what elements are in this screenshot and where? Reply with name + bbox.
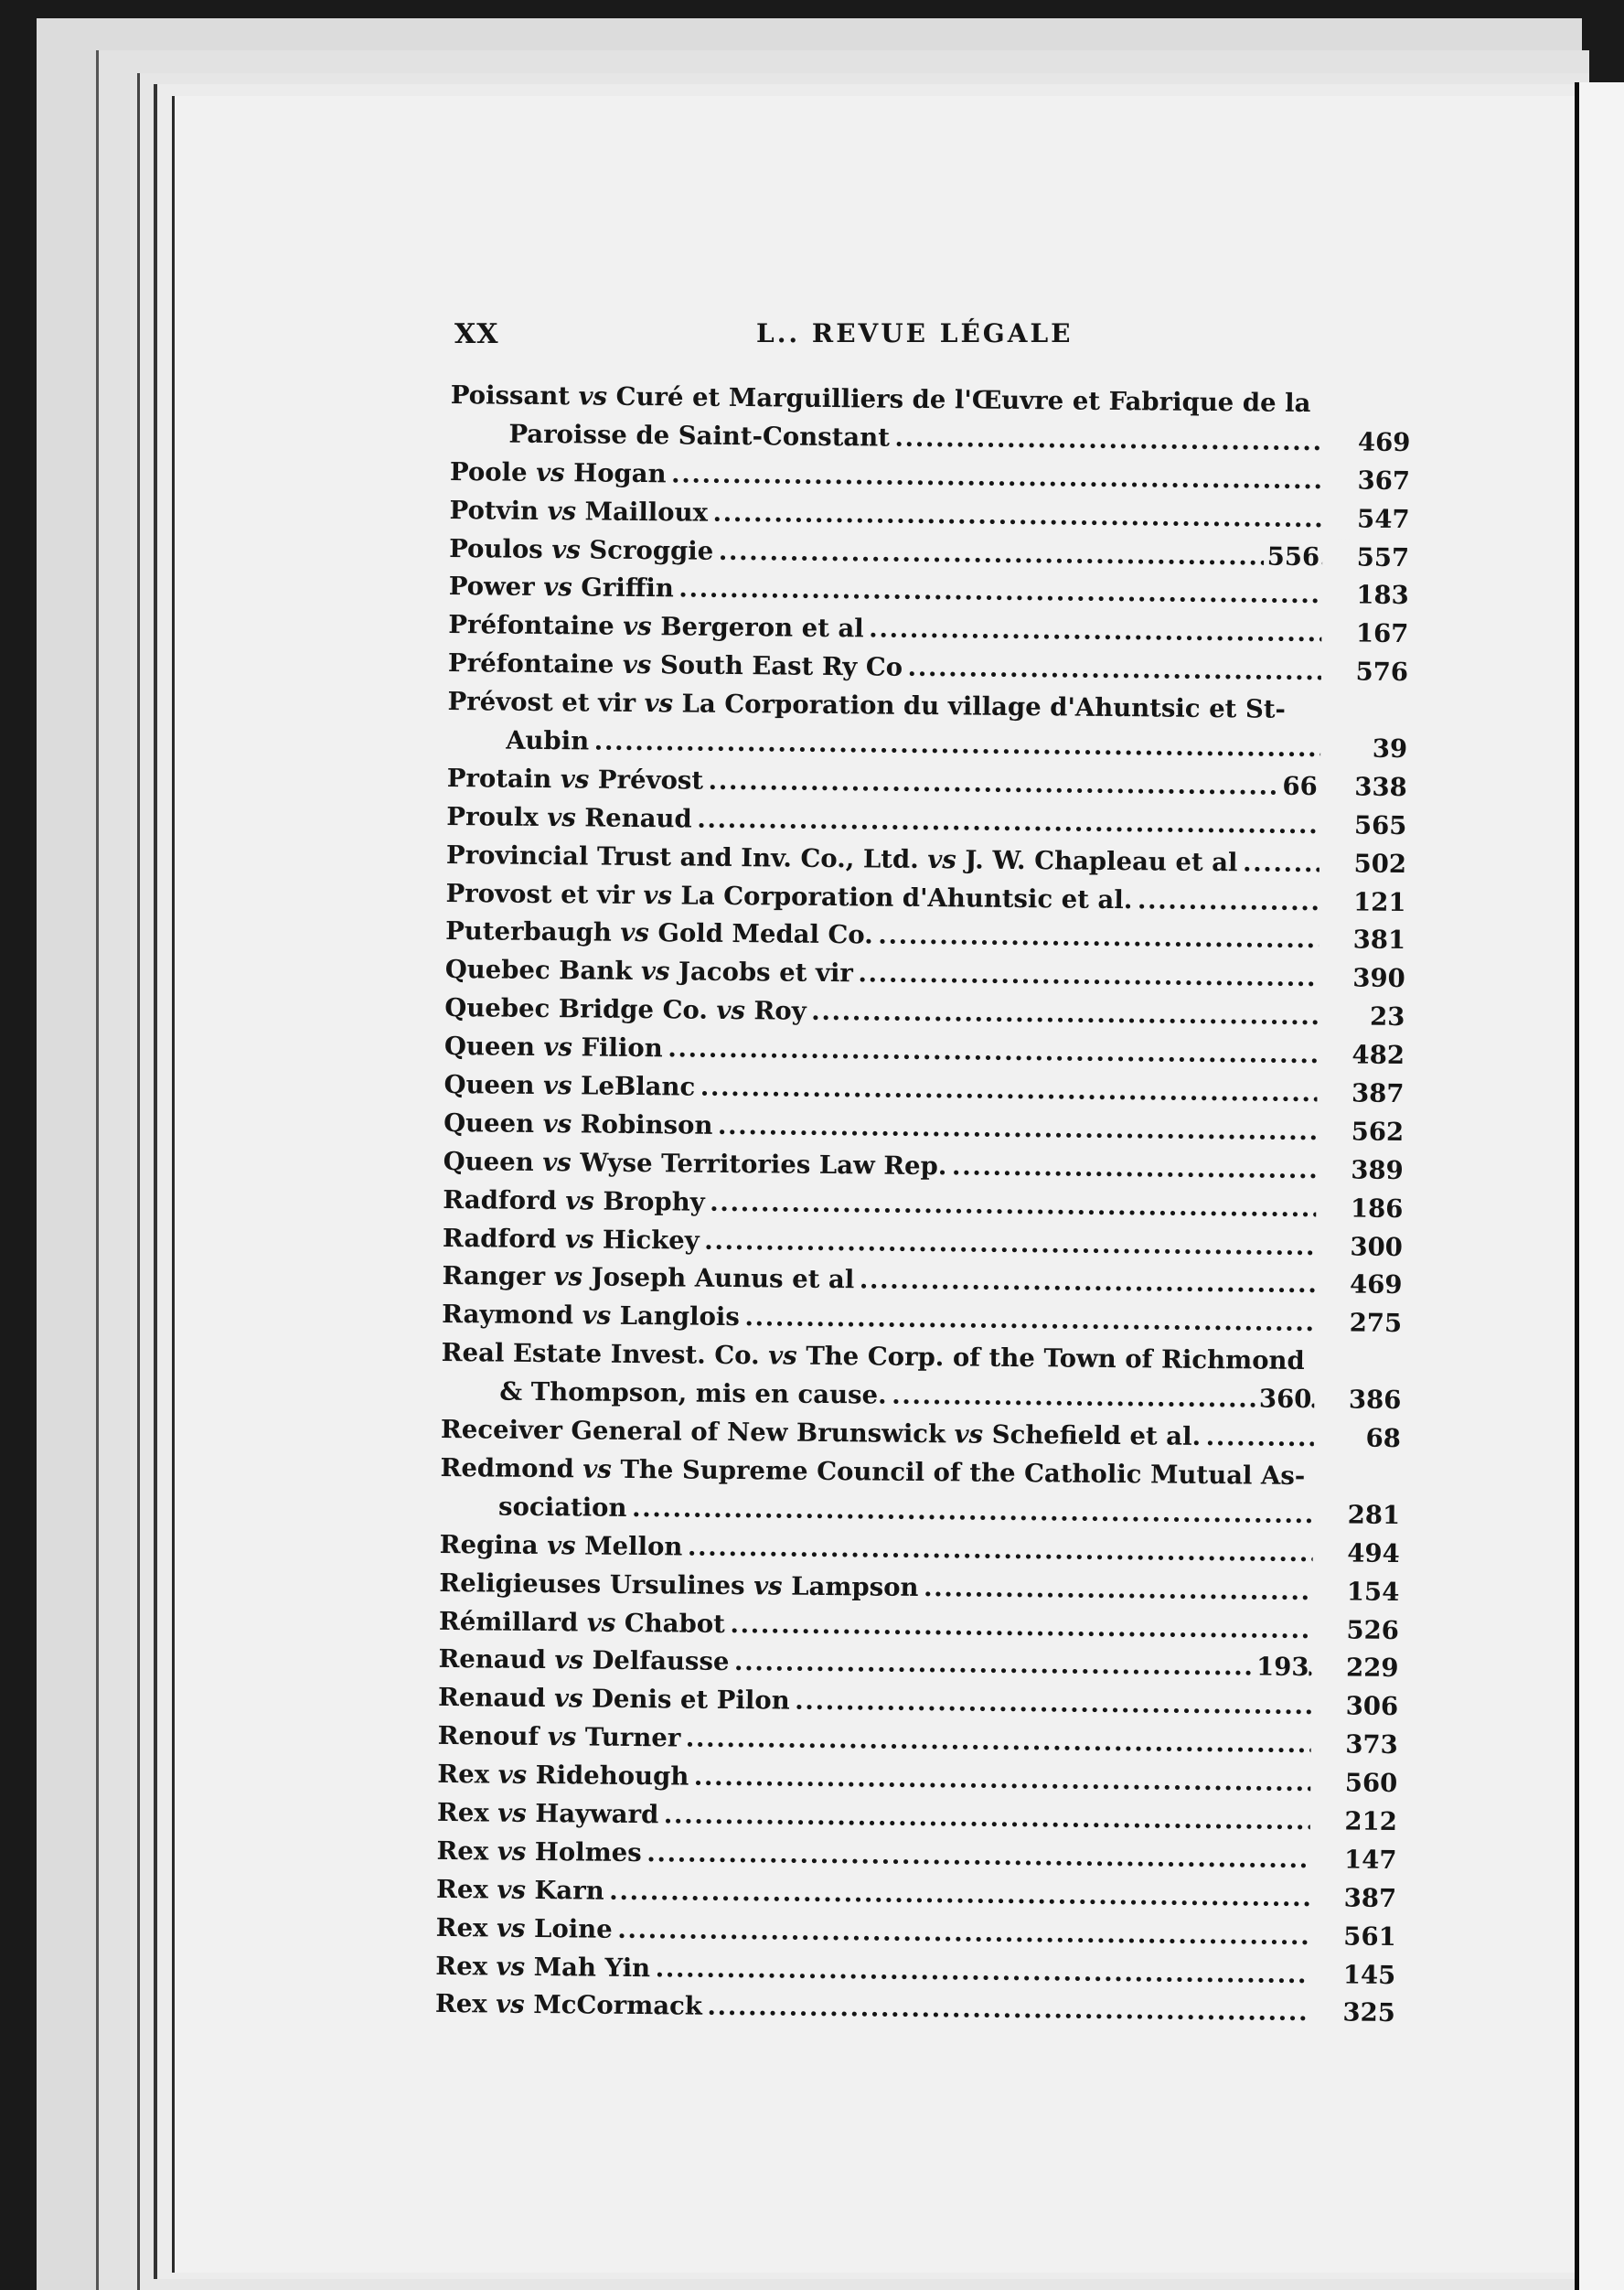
versus-label: vs (551, 534, 581, 564)
versus-label: vs (768, 1341, 797, 1371)
versus-label: vs (640, 957, 670, 987)
page-ref: 212 (1313, 1803, 1397, 1842)
versus-label: vs (496, 1989, 525, 2020)
plaintiff: Puterbaugh (445, 916, 612, 948)
versus-label: vs (496, 1952, 526, 1982)
plaintiff: Queen (443, 1032, 536, 1063)
plaintiff: Ranger (442, 1261, 546, 1292)
plaintiff: Rex (437, 1759, 490, 1790)
plaintiff: Protain (446, 763, 552, 794)
page-edge (1575, 82, 1624, 2290)
plaintiff: Renaud (438, 1644, 547, 1675)
plaintiff: Quebec Bank (444, 955, 633, 987)
versus-label: vs (560, 765, 590, 795)
alt-page-ref: 360 (1255, 1381, 1312, 1419)
defendant: Lampson (791, 1571, 919, 1602)
page-number: XX (454, 318, 499, 350)
versus-label: vs (497, 1760, 528, 1790)
page-ref: 390 (1321, 960, 1405, 1000)
continuation-text: sociation . . . (498, 1488, 1313, 1534)
versus-label: vs (542, 1147, 572, 1178)
page-ref: 300 (1319, 1228, 1403, 1268)
plaintiff: Rex (436, 1797, 489, 1828)
plaintiff: Rex (435, 1874, 489, 1905)
page-ref: 469 (1326, 423, 1410, 463)
defendant: Griffin (581, 572, 674, 604)
page-ref: 494 (1315, 1535, 1399, 1574)
plaintiff: Radford (442, 1223, 557, 1254)
page-ref: 183 (1325, 577, 1409, 616)
versus-label: vs (753, 1570, 783, 1601)
plaintiff: Renaud (437, 1683, 546, 1714)
defendant: Hayward (535, 1798, 659, 1830)
plaintiff: Regina (439, 1529, 539, 1560)
plaintiff: Provost et vir (445, 878, 636, 910)
alt-page-ref: 193 (1253, 1649, 1309, 1687)
alt-page-ref: 66 (1278, 768, 1318, 807)
defendant: Scroggie (589, 535, 714, 566)
versus-label: vs (547, 802, 576, 833)
plaintiff: Raymond (442, 1300, 574, 1331)
versus-label: vs (564, 1224, 594, 1255)
page-ref: 482 (1320, 1036, 1405, 1075)
page-ref: 387 (1312, 1879, 1396, 1919)
defendant: Schefield et al. (991, 1419, 1202, 1451)
defendant: Mah Yin (533, 1952, 651, 1983)
plaintiff: Receiver General of New Brunswick (440, 1414, 946, 1450)
defendant: Hogan (573, 458, 667, 489)
versus-label: vs (547, 496, 577, 526)
plaintiff: Proulx (446, 801, 539, 832)
page-ref: 338 (1323, 768, 1407, 808)
defendant: Chabot (624, 1608, 726, 1639)
page-ref: 154 (1315, 1573, 1399, 1612)
versus-label: vs (643, 880, 673, 910)
versus-label: vs (547, 1530, 576, 1561)
defendant: Loine (533, 1913, 613, 1944)
continuation-text: Paroisse de Saint-Constant . . . (508, 416, 1323, 462)
page-ref: 121 (1321, 883, 1405, 923)
plaintiff: Rex (434, 1989, 487, 2019)
page-ref: 502 (1322, 845, 1406, 884)
page-ref: 576 (1324, 653, 1408, 692)
versus-label: vs (954, 1419, 984, 1450)
defendant: Curé et Marguilliers de l'Œuvre et Fabrique de la (615, 381, 1311, 419)
case-index (435, 377, 1411, 2033)
page-ref: 557 (1325, 539, 1409, 578)
versus-label: vs (644, 689, 674, 719)
versus-label: vs (497, 1836, 527, 1867)
page-ref: 562 (1320, 1113, 1404, 1152)
plaintiff: Poulos (449, 533, 543, 564)
plaintiff: Préfontaine (447, 648, 614, 680)
defendant: Robinson (580, 1109, 713, 1140)
versus-label: vs (716, 996, 746, 1026)
versus-label: vs (543, 1033, 573, 1063)
page-header (454, 318, 1296, 358)
plaintiff: Préfontaine (448, 610, 614, 642)
plaintiff: Poole (449, 456, 528, 487)
page-ref: 469 (1318, 1267, 1402, 1306)
page-ref: 325 (1311, 1995, 1395, 2034)
defendant: Renaud (584, 803, 692, 834)
versus-label: vs (542, 1108, 572, 1140)
versus-label: vs (927, 844, 956, 875)
plaintiff: Radford (443, 1184, 557, 1215)
versus-label: vs (536, 457, 565, 487)
defendant: Mellon (584, 1531, 683, 1562)
defendant: Jacobs et vir (678, 957, 854, 989)
page-ref: 547 (1325, 500, 1409, 540)
plaintiff: Prévost et vir (447, 687, 636, 719)
page-ref: 387 (1320, 1075, 1404, 1114)
defendant: Delfausse (592, 1645, 730, 1677)
versus-label: vs (578, 381, 608, 412)
versus-label: vs (497, 1875, 527, 1905)
page-ref: 373 (1313, 1726, 1397, 1765)
defendant: Turner (584, 1722, 681, 1753)
defendant: Langlois (619, 1301, 740, 1332)
page-ref: 526 (1315, 1611, 1399, 1651)
page-ref: 389 (1320, 1151, 1404, 1191)
plaintiff: Poissant (450, 380, 571, 412)
defendant: La Corporation du village d'Ahuntsic et St- (681, 689, 1287, 724)
defendant: Denis et Pilon (591, 1684, 790, 1716)
page-ref: 275 (1318, 1305, 1402, 1344)
defendant: La Corporation d'Ahuntsic et al. (680, 881, 1133, 915)
versus-label: vs (620, 918, 649, 948)
defendant: Wyse Territories Law Rep. (580, 1148, 947, 1182)
page-ref: 561 (1311, 1918, 1395, 1957)
defendant: Gold Medal Co. (657, 918, 873, 950)
alt-page-ref: 556 (1264, 538, 1320, 576)
plaintiff: Queen (443, 1108, 535, 1139)
page-ref: 147 (1312, 1841, 1396, 1880)
page-ref: 560 (1313, 1764, 1397, 1803)
defendant: Joseph Aunus et al (591, 1263, 855, 1295)
versus-label: vs (543, 572, 572, 603)
defendant: Holmes (534, 1836, 642, 1867)
versus-label: vs (553, 1262, 583, 1292)
page-ref: 39 (1323, 730, 1407, 769)
plaintiff: Religieuses Ursulines (439, 1568, 745, 1600)
defendant: Mailloux (584, 497, 709, 528)
plaintiff: Renouf (437, 1721, 540, 1752)
plaintiff: Queen (443, 1069, 535, 1100)
versus-label: vs (553, 1684, 583, 1714)
defendant: Roy (753, 996, 807, 1027)
page-ref: 306 (1314, 1687, 1398, 1727)
plaintiff: Power (448, 572, 535, 603)
defendant: The Corp. of the Town of Richmond (806, 1342, 1305, 1376)
plaintiff: Rex (436, 1835, 489, 1867)
page-ref: 565 (1322, 807, 1406, 846)
defendant: Brophy (603, 1186, 705, 1217)
defendant: Ridehough (535, 1760, 689, 1792)
defendant: Bergeron et al (660, 612, 864, 644)
versus-label: vs (582, 1454, 612, 1484)
page-ref: 145 (1311, 1956, 1395, 1996)
defendant: J. W. Chapleau et al (965, 845, 1238, 877)
page-ref: 68 (1317, 1419, 1401, 1459)
defendant: South East Ry Co (659, 650, 903, 682)
versus-label: vs (586, 1607, 616, 1638)
defendant: Prévost (597, 765, 704, 796)
plaintiff: Rex (435, 1951, 488, 1981)
page-ref: 23 (1320, 998, 1405, 1037)
defendant: Filion (581, 1033, 663, 1064)
plaintiff: Queen (443, 1146, 534, 1177)
plaintiff: Rex (435, 1912, 488, 1943)
versus-label: vs (623, 612, 652, 642)
versus-label: vs (542, 1071, 572, 1101)
versus-label: vs (496, 1913, 526, 1943)
plaintiff: Redmond (440, 1452, 574, 1484)
running-title: L.. REVUE LÉGALE (756, 318, 1074, 348)
page-ref: 229 (1314, 1650, 1398, 1689)
defendant: Hickey (602, 1225, 700, 1256)
versus-label: vs (497, 1798, 527, 1828)
defendant: McCormack (533, 1990, 703, 2022)
defendant: The Supreme Council of the Catholic Mutual As- (620, 1454, 1306, 1491)
page-ref: 367 (1326, 462, 1410, 501)
plaintiff: Provincial Trust and Inv. Co., Ltd. (445, 840, 919, 874)
page-ref: 281 (1316, 1496, 1400, 1536)
plaintiff: Potvin (449, 495, 540, 526)
page-ref: 381 (1321, 922, 1405, 961)
versus-label: vs (547, 1722, 577, 1752)
versus-label: vs (622, 650, 652, 680)
plaintiff: Quebec Bridge Co. (444, 993, 709, 1025)
versus-label: vs (565, 1185, 594, 1216)
continuation-text: & Thompson, mis en cause. . . . (499, 1374, 1314, 1419)
continuation-text: Aubin . . . (506, 722, 1320, 768)
versus-label: vs (554, 1645, 584, 1675)
defendant: Karn (534, 1875, 604, 1906)
plaintiff: Rémillard (438, 1606, 579, 1637)
defendant: LeBlanc (580, 1071, 696, 1102)
page-ref: 186 (1319, 1190, 1403, 1229)
plaintiff: Real Estate Invest. Co. (441, 1338, 760, 1371)
page-ref: 386 (1317, 1381, 1401, 1420)
page-ref: 167 (1324, 615, 1408, 655)
versus-label: vs (582, 1300, 612, 1332)
